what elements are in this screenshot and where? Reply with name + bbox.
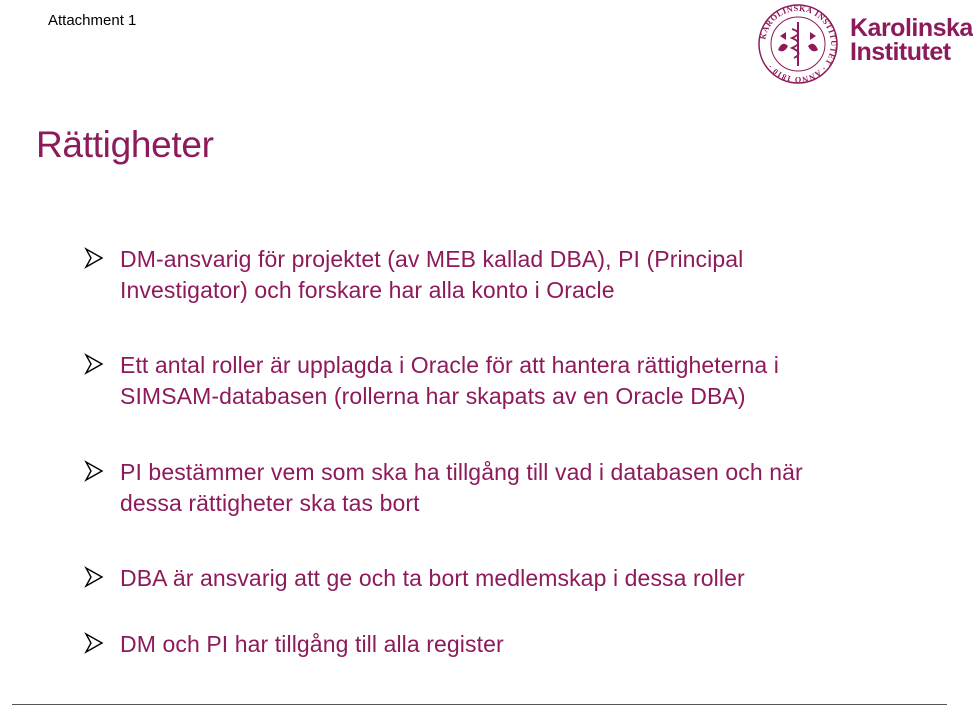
attachment-label: Attachment 1: [48, 12, 137, 29]
bullet-line: DM-ansvarig för projektet (av MEB kallad DBA), PI (Principal: [120, 246, 744, 272]
arrowhead-bullet-icon: [84, 457, 120, 487]
bullet-item: [84, 350, 924, 412]
bullet-item: [84, 563, 924, 594]
bullet-line: Ett antal roller är upplagda i Oracle för att hantera rättigheterna i: [120, 352, 779, 378]
bullet-line: Investigator) och forskare har alla konto i Oracle: [120, 277, 615, 303]
arrowhead-bullet-icon: [84, 244, 120, 274]
arrowhead-bullet-icon: [84, 629, 120, 659]
bullet-item: [84, 457, 924, 519]
arrowhead-bullet-icon: [84, 350, 120, 380]
bullet-line: SIMSAM-databasen (rollerna har skapats av en Oracle DBA): [120, 383, 746, 409]
karolinska-logo: [756, 2, 973, 86]
page-title: Rättigheter: [36, 124, 214, 165]
bullet-text: [120, 563, 745, 594]
bullet-text: [120, 457, 803, 519]
bullet-line: dessa rättigheter ska tas bort: [120, 490, 420, 516]
ki-wordmark: [850, 16, 973, 64]
ki-seal-icon: [756, 2, 840, 86]
bullet-line: DM och PI har tillgång till alla register: [120, 631, 504, 657]
bullet-line: DBA är ansvarig att ge och ta bort medlemskap i dessa roller: [120, 565, 745, 591]
bullet-text: [120, 350, 779, 412]
bullet-item: [84, 629, 924, 660]
svg-text:KAROLINSKA INSTITUTET · ANNO 1: KAROLINSKA INSTITUTET · ANNO 1810 ·: [758, 3, 839, 85]
arrowhead-bullet-icon: [84, 563, 120, 593]
bullet-line: PI bestämmer vem som ska ha tillgång till vad i databasen och när: [120, 459, 803, 485]
bullet-text: [120, 244, 743, 306]
ki-wordmark-line2: Institutet: [850, 38, 951, 66]
footer-divider: [12, 704, 947, 705]
bullet-text: [120, 629, 504, 660]
ki-wordmark-line1: Karolinska: [850, 14, 973, 42]
bullet-item: [84, 244, 924, 306]
